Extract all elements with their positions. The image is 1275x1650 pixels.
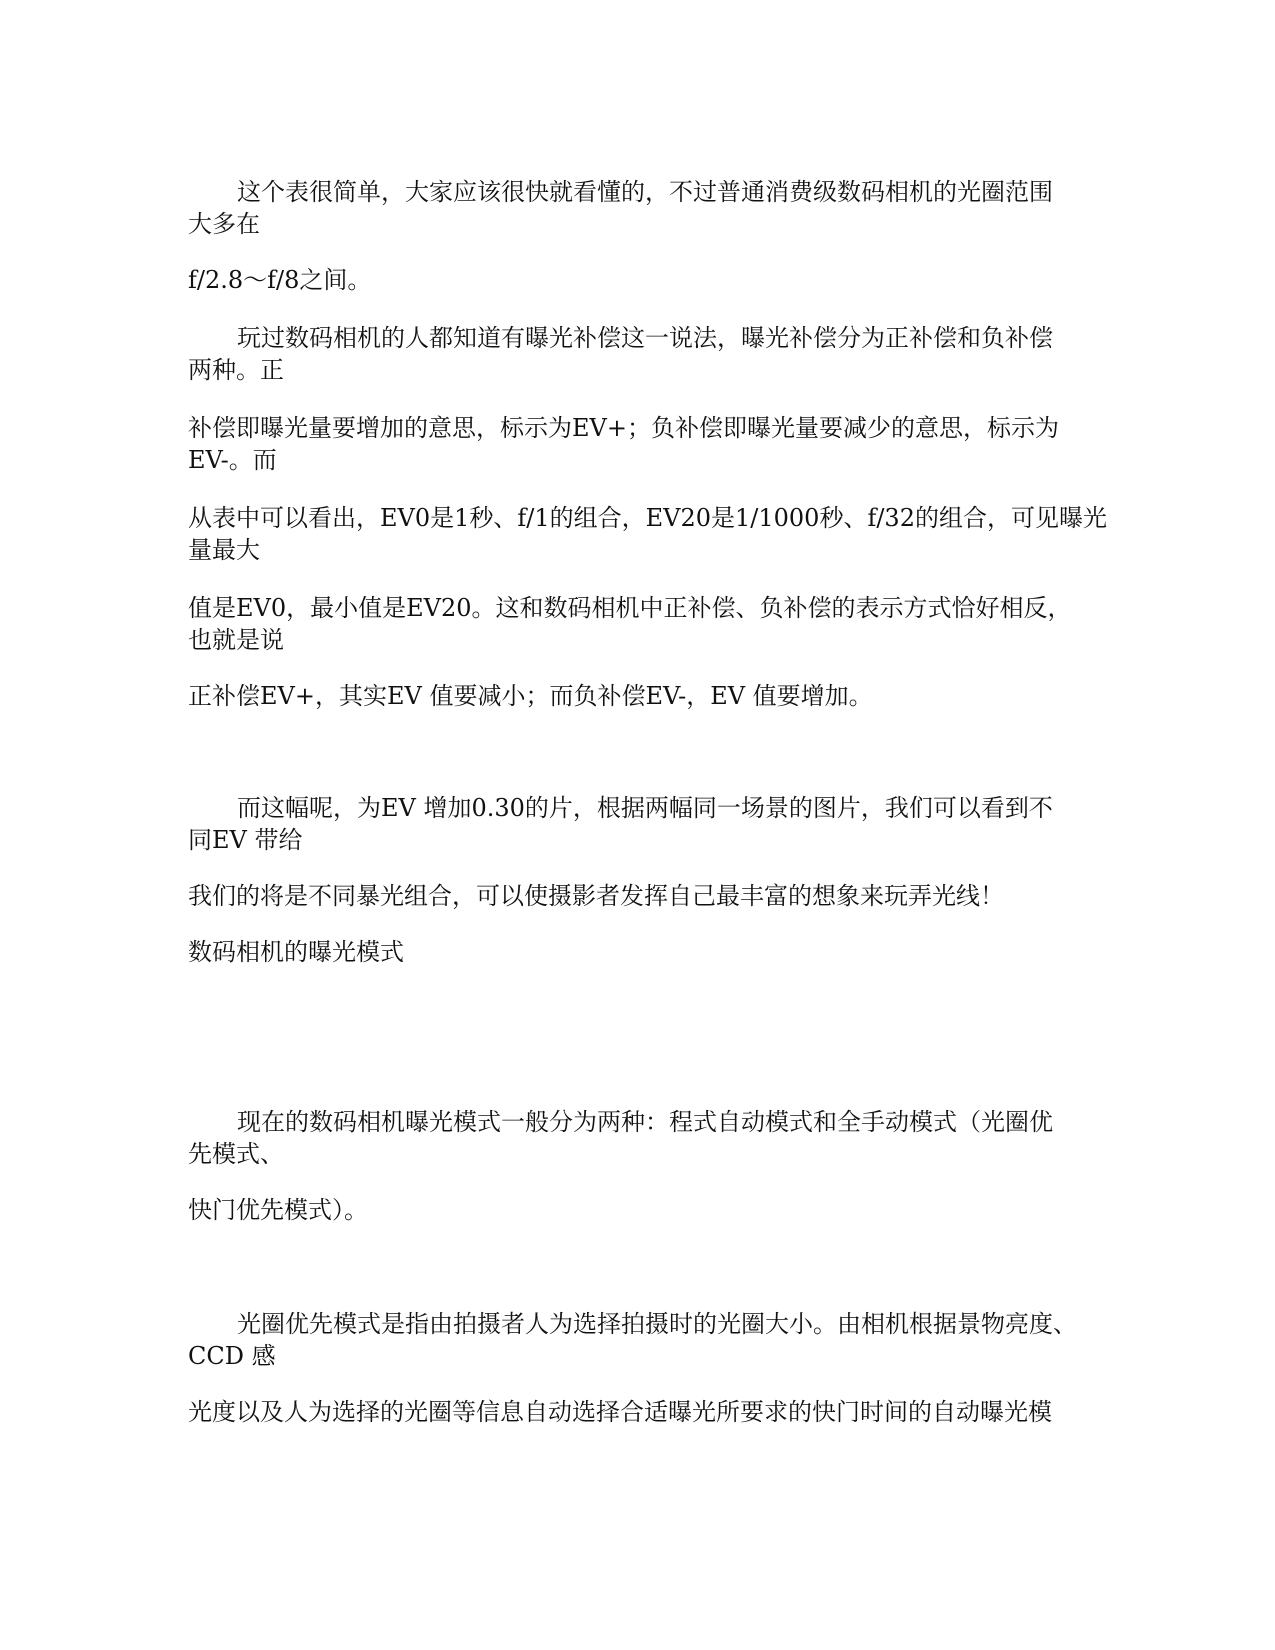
paragraph-line: CCD 感 xyxy=(188,1342,276,1370)
paragraph-line: 同EV 带给 xyxy=(188,826,303,854)
paragraph-line: 光圈优先模式是指由拍摄者人为选择拍摄时的光圈大小。由相机根据景物亮度、 xyxy=(237,1310,1077,1338)
paragraph-line: 两种。正 xyxy=(188,356,284,384)
paragraph-line: 光度以及人为选择的光圈等信息自动选择合适曝光所要求的快门时间的自动曝光模 xyxy=(188,1398,1052,1426)
paragraph-line: f/2.8～f/8之间。 xyxy=(188,266,372,294)
paragraph-line: 这个表很简单，大家应该很快就看懂的，不过普通消费级数码相机的光圈范围 xyxy=(237,178,1053,206)
paragraph-line: 快门优先模式）。 xyxy=(188,1196,368,1224)
paragraph-line: 先模式、 xyxy=(188,1140,284,1168)
paragraph-line: 正补偿EV+，其实EV 值要减小；而负补偿EV-，EV 值要增加。 xyxy=(188,682,873,710)
paragraph-line: EV-。而 xyxy=(188,446,277,474)
paragraph-line: 量最大 xyxy=(188,536,260,564)
paragraph-line: 现在的数码相机曝光模式一般分为两种：程式自动模式和全手动模式（光圈优 xyxy=(237,1108,1053,1136)
paragraph-line: 从表中可以看出，EV0是1秒、f/1的组合，EV20是1/1000秒、f/32的组合，可见曝光 xyxy=(188,504,1107,532)
section-heading: 数码相机的曝光模式 xyxy=(188,938,404,966)
paragraph-line: 而这幅呢，为EV 增加0.30的片，根据两幅同一场景的图片，我们可以看到不 xyxy=(237,794,1053,822)
paragraph-line: 大多在 xyxy=(188,210,260,238)
paragraph-line: 也就是说 xyxy=(188,626,284,654)
paragraph-line: 玩过数码相机的人都知道有曝光补偿这一说法，曝光补偿分为正补偿和负补偿 xyxy=(237,324,1053,352)
paragraph-line: 我们的将是不同暴光组合，可以使摄影者发挥自己最丰富的想象来玩弄光线！ xyxy=(188,882,1004,910)
paragraph-line: 补偿即曝光量要增加的意思，标示为EV+；负补偿即曝光量要减少的意思，标示为 xyxy=(188,414,1059,442)
paragraph-line: 值是EV0，最小值是EV20。这和数码相机中正补偿、负补偿的表示方式恰好相反， xyxy=(188,594,1072,622)
